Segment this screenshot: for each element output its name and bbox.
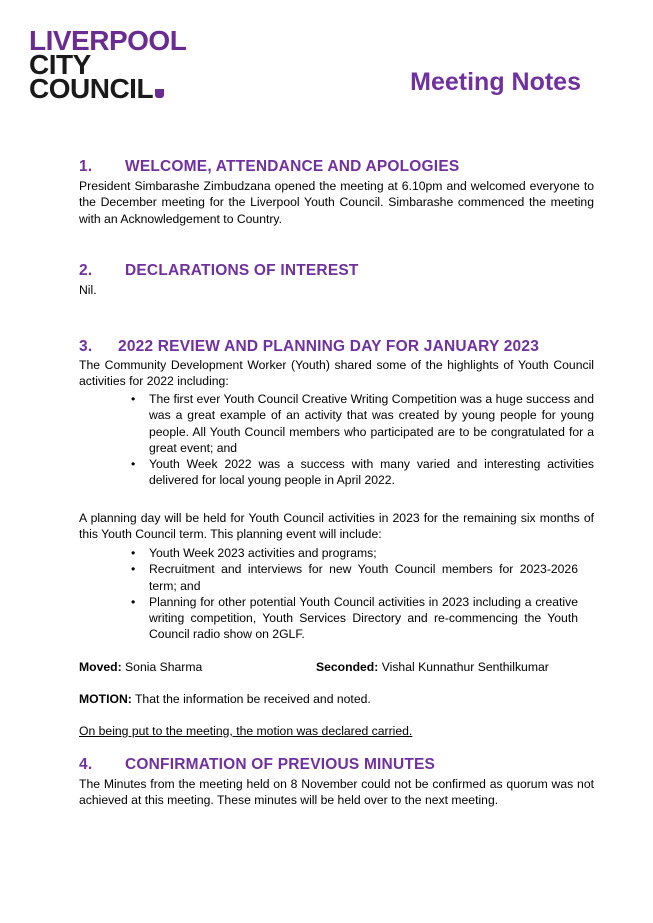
section-3-planning-text: A planning day will be held for Youth Council activities in 2023 for the remaining six months of this Youth Council term. This planning event will include:: [79, 511, 594, 542]
section-4-number: 4.: [79, 756, 93, 773]
moved-name: Sonia Sharma: [125, 660, 203, 674]
seconded-name: Vishal Kunnathur Senthilkumar: [381, 660, 549, 674]
motion-line: [79, 692, 371, 706]
logo-line-2: CITY: [29, 49, 91, 80]
logo-line-1: LIVERPOOL: [29, 25, 187, 56]
section-3-heading: [79, 338, 539, 356]
seconded-label: Seconded:: [316, 660, 379, 674]
seconded-line: [316, 660, 549, 674]
planning-list: [131, 545, 578, 643]
moved-line: [79, 660, 202, 674]
section-3-title: 2022 REVIEW AND PLANNING DAY FOR JANUARY 2023: [118, 338, 540, 355]
section-2-text: Nil.: [79, 283, 97, 297]
list-item: • Recruitment and interviews for new Youth Council members for 2023-2026 term; and: [131, 561, 578, 594]
section-4-title: CONFIRMATION OF PREVIOUS MINUTES: [125, 756, 436, 773]
section-3-number: 3.: [79, 338, 93, 355]
list-item: • The first ever Youth Council Creative Writing Competition was a huge success and was a great example of an activity that was created by young people for young people. All Youth Council members who participated are to be congratulated for a great event; and: [131, 391, 594, 456]
moved-label: Moved:: [79, 660, 122, 674]
section-2-number: 2.: [79, 262, 93, 279]
motion-carried-text: On being put to the meeting, the motion was declared carried.: [79, 724, 413, 738]
list-item: • Youth Week 2023 activities and programs;: [131, 545, 578, 561]
motion-label: MOTION:: [79, 692, 132, 706]
list-item: • Planning for other potential Youth Council activities in 2023 including a creative writing competition, Youth Services Directory and re-commencing the Youth Council radio show on 2GLF.: [131, 594, 578, 643]
council-logo: [29, 25, 187, 104]
section-1-number: 1.: [79, 158, 93, 175]
section-2-title: DECLARATIONS OF INTEREST: [125, 262, 359, 279]
logo-speech-bubble-icon: [155, 89, 164, 98]
section-1-title: WELCOME, ATTENDANCE AND APOLOGIES: [125, 158, 460, 175]
section-4-text: The Minutes from the meeting held on 8 November could not be confirmed as quorum was not achieved at this meeting. These minutes will be held over to the next meeting.: [79, 777, 594, 808]
section-1-text: President Simbarashe Zimbudzana opened the meeting at 6.10pm and welcomed everyone to the December meeting for the Liverpool Youth Council. Simbarashe commenced the meeting with an Acknowledgement to Country.: [79, 179, 594, 226]
highlights-list: [131, 391, 594, 489]
section-2-heading: [79, 262, 359, 280]
section-4-heading: [79, 756, 435, 774]
motion-text: That the information be received and noted.: [134, 692, 371, 706]
section-1-heading: [79, 158, 459, 176]
list-item: • Youth Week 2022 was a success with many varied and interesting activities delivered for local young people in April 2022.: [131, 456, 594, 489]
section-3-intro: The Community Development Worker (Youth) shared some of the highlights of Youth Council activities for 2022 including:: [79, 358, 594, 389]
logo-line-3: COUNCIL: [29, 73, 154, 104]
page-title: Meeting Notes: [410, 68, 581, 96]
